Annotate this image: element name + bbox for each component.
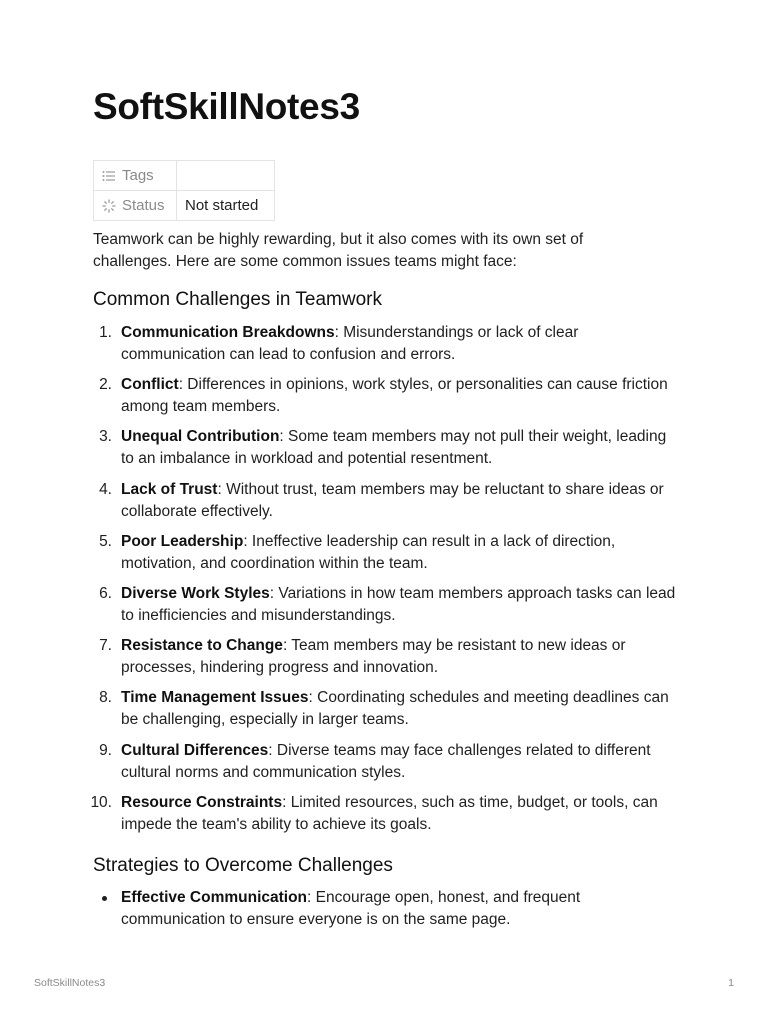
item-term: Effective Communication bbox=[121, 889, 308, 906]
strategies-heading: Strategies to Overcome Challenges bbox=[93, 855, 393, 876]
item-term: Conflict bbox=[121, 376, 179, 394]
list-number: 8. bbox=[99, 689, 112, 707]
item-term: Communication Breakdowns bbox=[121, 324, 335, 341]
bullet-icon bbox=[102, 896, 107, 901]
properties-table bbox=[93, 160, 275, 221]
item-term: Resistance to Change bbox=[121, 637, 283, 655]
item-text: : Encourage open, honest, and frequent communication to ensure everyone is on the same page. bbox=[121, 889, 581, 928]
list-number: 4. bbox=[99, 480, 112, 498]
status-spinner-icon bbox=[102, 199, 116, 213]
item-text: : Ineffective leadership can result in a lack of direction, motivation, and coordination within the team. bbox=[121, 532, 616, 572]
property-row-tags bbox=[94, 161, 275, 191]
list-number: 10. bbox=[90, 793, 112, 811]
item-text: : Limited resources, such as time, budget, or tools, can impede the team's ability to achieve its goals. bbox=[121, 793, 658, 833]
item-text: : Diverse teams may face challenges related to different cultural norms and communication styles. bbox=[121, 741, 651, 781]
list-number: 7. bbox=[99, 637, 112, 655]
page-title: SoftSkillNotes3 bbox=[93, 86, 360, 127]
property-label-tags: Tags bbox=[122, 167, 154, 184]
item-text: : Some team members may not pull their weight, leading to an imbalance in workload and potential resentment. bbox=[121, 428, 667, 468]
property-value-status[interactable]: Not started bbox=[177, 191, 275, 221]
item-term: Time Management Issues bbox=[121, 689, 309, 707]
property-label-status: Status bbox=[122, 197, 165, 214]
list-item bbox=[93, 887, 683, 931]
list-item bbox=[93, 374, 683, 418]
list-item bbox=[93, 635, 683, 679]
list-item bbox=[93, 583, 683, 627]
list-number: 6. bbox=[99, 584, 112, 602]
property-key bbox=[94, 161, 177, 191]
item-term: Lack of Trust bbox=[121, 480, 218, 498]
item-text: : Coordinating schedules and meeting deadlines can be challenging, especially in larger teams. bbox=[121, 689, 669, 729]
list-number: 3. bbox=[99, 428, 112, 446]
item-term: Resource Constraints bbox=[121, 793, 283, 811]
list-item bbox=[93, 322, 683, 366]
item-term: Diverse Work Styles bbox=[121, 584, 270, 602]
item-text: : Differences in opinions, work styles, or personalities can cause friction among team members. bbox=[121, 376, 668, 416]
footer-document-name: SoftSkillNotes3 bbox=[34, 977, 106, 989]
list-number: 2. bbox=[99, 376, 112, 394]
item-text: : Team members may be resistant to new ideas or processes, hindering progress and innovation. bbox=[121, 637, 626, 677]
item-text: : Variations in how team members approach tasks can lead to inefficiencies and misunderstandings. bbox=[121, 584, 676, 624]
list-number: 9. bbox=[99, 741, 112, 759]
list-number: 1. bbox=[99, 324, 112, 341]
footer-page-number: 1 bbox=[728, 977, 734, 989]
item-term: Poor Leadership bbox=[121, 532, 244, 550]
item-text: : Misunderstandings or lack of clear communication can lead to confusion and errors. bbox=[121, 324, 579, 363]
list-item bbox=[90, 792, 683, 836]
challenges-list bbox=[90, 322, 683, 844]
list-item bbox=[93, 687, 683, 731]
list-item bbox=[93, 740, 683, 784]
list-icon bbox=[102, 170, 116, 182]
strategies-list bbox=[93, 887, 683, 931]
item-term: Unequal Contribution bbox=[121, 428, 280, 446]
item-term: Cultural Differences bbox=[121, 741, 269, 759]
item-text: : Without trust, team members may be reluctant to share ideas or collaborate effectively. bbox=[121, 480, 664, 520]
list-item bbox=[93, 479, 683, 523]
property-value-tags[interactable] bbox=[177, 161, 275, 191]
list-number: 5. bbox=[99, 532, 112, 550]
property-key bbox=[94, 191, 177, 221]
list-item bbox=[93, 531, 683, 575]
intro-paragraph: Teamwork can be highly rewarding, but it also comes with its own set of challenges. Here are some common issues teams might face: bbox=[93, 231, 584, 270]
property-row-status bbox=[94, 191, 275, 221]
list-item bbox=[93, 426, 683, 470]
challenges-heading: Common Challenges in Teamwork bbox=[93, 289, 382, 310]
